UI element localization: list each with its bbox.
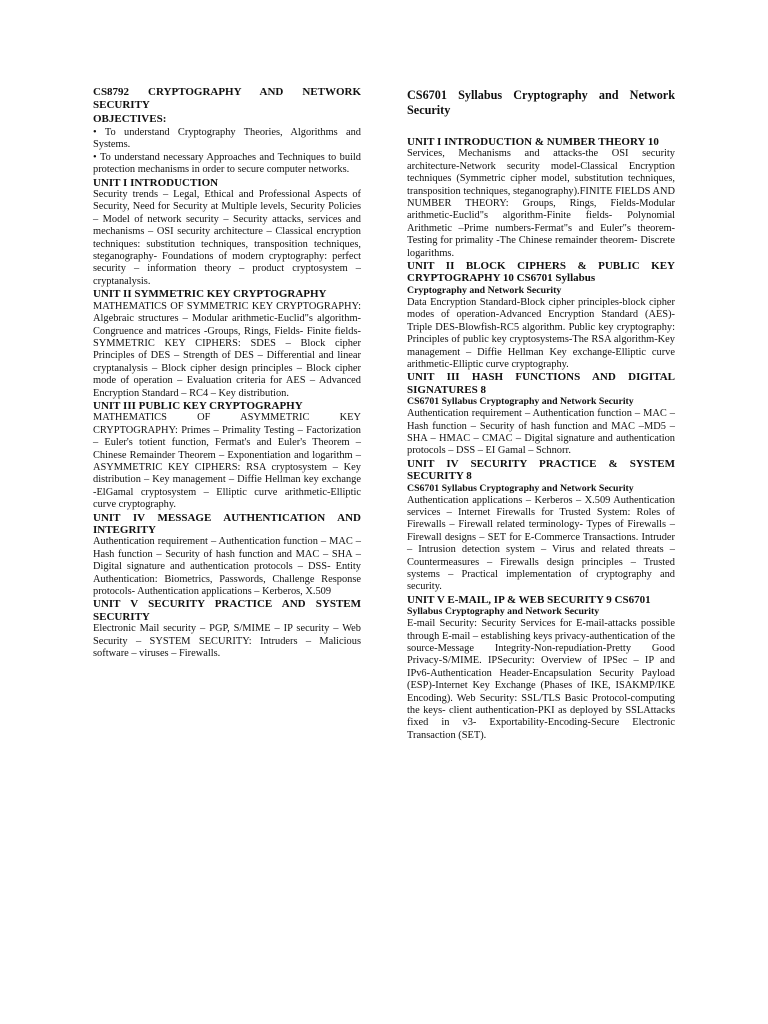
unit-heading: UNIT II BLOCK CIPHERS & PUBLIC KEY CRYPTOGRAPHY 10 CS6701 Syllabus: [407, 260, 675, 285]
objective-item: • To understand necessary Approaches and Techniques to build protection mechanisms in order to secure computer networks.: [93, 152, 361, 177]
unit-body: Authentication applications – Kerberos – X.509 Authentication services – Internet Firewalls for Trusted System: Roles of Firewalls – Firewall related terminology- Types of Firewalls – Firewall designs – SET for E-Commerce Transactions. Intruder – Intrusion detection system – Virus and related threats – Countermeasures – Firewalls design principles – Trusted systems – Practical implementation of cryptography and security.: [407, 494, 675, 593]
unit-subheading: CS6701 Syllabus Cryptography and Network Security: [407, 482, 634, 494]
unit-heading: UNIT III HASH FUNCTIONS AND DIGITAL SIGNATURES 8: [407, 371, 675, 396]
unit-heading: UNIT II SYMMETRIC KEY CRYPTOGRAPHY: [93, 288, 327, 301]
unit-subheading: CS6701 Syllabus Cryptography and Network Security: [407, 396, 634, 408]
unit-heading: UNIT IV SECURITY PRACTICE & SYSTEM SECURITY 8: [407, 457, 675, 483]
unit-body: MATHEMATICS OF SYMMETRIC KEY CRYPTOGRAPHY: Algebraic structures – Modular arithmetic-Euclid"s algorithm- Congruence and matrices -Groups, Rings, Fields- Finite fields- SYMMETRIC KEY CIPHERS: SDES – Block cipher Principles of DES – Strength of DES – Differential and linear cryptanalysis – Block cipher design principles – Block cipher mode of operation – Evaluation criteria for AES – Advanced Encryption Standard – RC4 – Key distribution.: [93, 300, 361, 399]
unit-heading: UNIT V E-MAIL, IP & WEB SECURITY 9 CS6701: [407, 593, 651, 606]
right-column: [407, 88, 675, 742]
unit-subheading: Cryptography and Network Security: [407, 284, 562, 296]
unit-body: Security trends – Legal, Ethical and Professional Aspects of Security, Need for Security at Multiple levels, Security Policies – Model of network security – Security attacks, services and mechanisms – OSI security architecture – Classical encryption techniques: substitution techniques, transposition techniques, steganography- Foundations of modern cryptography: perfect security – information theory – product cryptosystem – cryptanalysis.: [93, 189, 361, 287]
unit-body: MATHEMATICS OF ASYMMETRIC KEY CRYPTOGRAPHY: Primes – Primality Testing – Factorization – Euler's totient function, Fermat's and Euler's Theorem – Chinese Remainder Theorem – Exponentiation and logarithm – ASYMMETRIC KEY CIPHERS: RSA cryptosystem – Key distribution – Key management – Diffie Hellman key exchange -ElGamal cryptosystem – Elliptic curve arithmetic-Elliptic curve cryptography.: [93, 412, 361, 511]
unit-body: Services, Mechanisms and attacks-the OSI security architecture-Network security model-Classical Encryption techniques (Symmetric cipher model, substitution techniques, transposition techniques, steganography).FINITE FIELDS AND NUMBER THEORY: Groups, Rings, Fields-Modular arithmetic-Euclid"s algorithm-Finite fields- Polynomial Arithmetic –Prime numbers-Fermat"s and Euler"s theorem-Testing for primality -The Chinese remainder theorem- Discrete logarithms.: [407, 148, 675, 259]
unit-body: Electronic Mail security – PGP, S/MIME – IP security – Web Security – SYSTEM SECURITY: Intruders – Malicious software – viruses – Firewalls.: [93, 623, 361, 660]
unit-body: Authentication requirement – Authentication function – MAC – Hash function – Security of hash function and MAC –MD5 – SHA – HMAC – CMAC – Digital signature and authentication protocols – DSS – EI Gamal – Schnorr.: [407, 408, 675, 457]
unit-heading: UNIT IV MESSAGE AUTHENTICATION AND INTEGRITY: [93, 511, 361, 536]
unit-heading: UNIT I INTRODUCTION & NUMBER THEORY 10: [407, 136, 659, 148]
left-title: CS8792 CRYPTOGRAPHY AND NETWORK SECURITY: [93, 86, 361, 111]
unit-subheading: Syllabus Cryptography and Network Security: [407, 606, 600, 618]
unit-body: Authentication requirement – Authentication function – MAC – Hash function – Security of hash function and MAC – SHA –Digital signature and authentication protocols – DSS- Entity Authentication: Biometrics, Passwords, Challenge Response protocols- Authentication applications – Kerberos, X.509: [93, 536, 361, 598]
right-title: CS6701 Syllabus Cryptography and Network Security: [407, 88, 675, 117]
unit-heading: UNIT III PUBLIC KEY CRYPTOGRAPHY: [93, 399, 303, 412]
unit-body: Data Encryption Standard-Block cipher principles-block cipher modes of operation-Advanced Encryption Standard (AES)-Triple DES-Blowfish-RC5 algorithm. Public key cryptography: Principles of public key cryptosystems-The RSA algorithm-Key management – Diffie Hellman Key exchange-Elliptic curve arithmetic-Elliptic curve cryptography.: [407, 296, 675, 370]
unit-heading: UNIT I INTRODUCTION: [93, 176, 219, 189]
unit-body: E-mail Security: Security Services for E-mail-attacks possible through E-mail – establishing keys privacy-authentication of the source-Message Integrity-Non-repudiation-Pretty Good Privacy-S/MIME. IPSecurity: Overview of IPSec – IP and IPv6-Authentication Header-Encapsulation Security Payload (ESP)-Internet Key Exchange (Phases of IKE, ISAKMP/IKE Encoding). Web Security: SSL/TLS Basic Protocol-computing the keys- client authentication-PKI as deployed by SSLAttacks fixed in v3- Exportability-Encoding-Secure Electronic Transaction (SET).: [407, 618, 675, 741]
objectives-heading: OBJECTIVES:: [93, 113, 167, 125]
objective-item: • To understand Cryptography Theories, Algorithms and Systems.: [93, 127, 361, 152]
left-column: [93, 86, 361, 660]
unit-heading: UNIT V SECURITY PRACTICE AND SYSTEM SECURITY: [93, 598, 361, 623]
